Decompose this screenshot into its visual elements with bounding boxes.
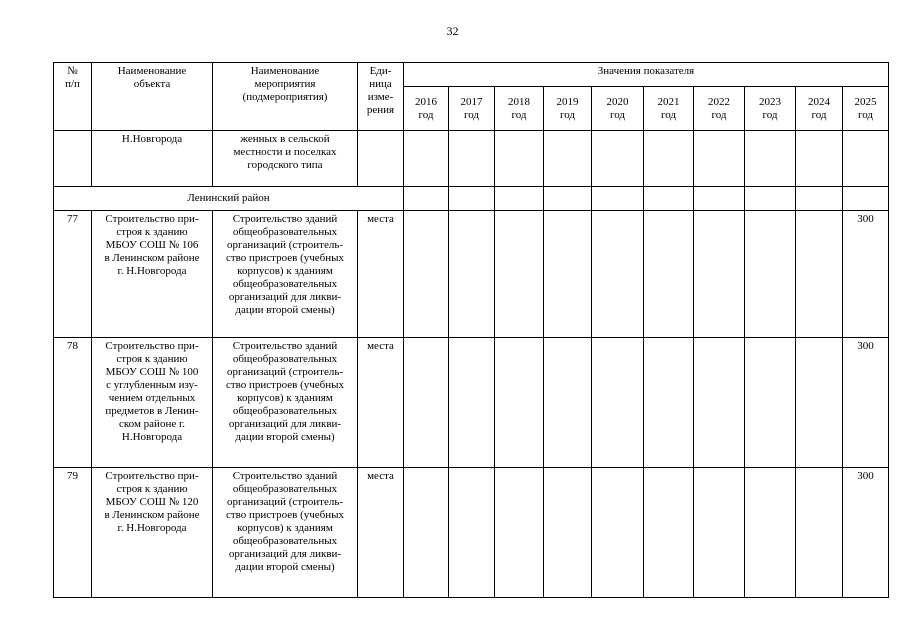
continuation-row <box>54 131 889 187</box>
col-header-event: Наименование мероприятия (подмероприятия) <box>213 63 358 131</box>
year-header: 2020 год <box>592 87 644 131</box>
row-unit: места <box>358 468 404 598</box>
col-header-object: Наименование объекта <box>92 63 213 131</box>
row-event: Строительство зданий общеобразовательных организаций (строитель- ство пристроев (учебных корпусов) к зданиям общеобразовательных организаций для ликви- дации второй смены) <box>213 338 358 468</box>
year-header: 2025 год <box>843 87 889 131</box>
table-row <box>54 211 889 338</box>
row-num: 77 <box>54 211 92 338</box>
year-header: 2021 год <box>644 87 694 131</box>
row-object: Строительство при- строя к зданию МБОУ СОШ № 120 в Ленинском районе г. Н.Новгорода <box>92 468 213 598</box>
row-event: Строительство зданий общеобразовательных организаций (строитель- ство пристроев (учебных корпусов) к зданиям общеобразовательных организаций для ликви- дации второй смены) <box>213 211 358 338</box>
row-num: 78 <box>54 338 92 468</box>
continuation-object: Н.Новгорода <box>92 131 213 187</box>
col-header-unit: Еди- ница изме- рения <box>358 63 404 131</box>
district-name: Ленинский район <box>54 187 404 211</box>
row-unit: места <box>358 211 404 338</box>
year-header: 2017 год <box>449 87 495 131</box>
row-event: Строительство зданий общеобразовательных организаций (строитель- ство пристроев (учебных корпусов) к зданиям общеобразовательных организаций для ликви- дации второй смены) <box>213 468 358 598</box>
year-header: 2022 год <box>694 87 745 131</box>
col-header-num: № п/п <box>54 63 92 131</box>
row-num: 79 <box>54 468 92 598</box>
row-value-2025: 300 <box>843 338 889 468</box>
continuation-event: женных в сельской местности и поселках городского типа <box>213 131 358 187</box>
row-value-2025: 300 <box>843 468 889 598</box>
year-header: 2019 год <box>544 87 592 131</box>
table-row <box>54 468 889 598</box>
header-row-1 <box>54 63 889 87</box>
year-header: 2018 год <box>495 87 544 131</box>
row-object: Строительство при- строя к зданию МБОУ СОШ № 100 с углубленным изу- чением отдельных предметов в Ленин- ском районе г. Н.Новгорода <box>92 338 213 468</box>
indicator-table <box>53 62 889 598</box>
year-header: 2024 год <box>796 87 843 131</box>
row-object: Строительство при- строя к зданию МБОУ СОШ № 106 в Ленинском районе г. Н.Новгорода <box>92 211 213 338</box>
row-unit: места <box>358 338 404 468</box>
year-header: 2023 год <box>745 87 796 131</box>
row-value-2025: 300 <box>843 211 889 338</box>
col-header-values: Значения показателя <box>404 63 889 87</box>
year-header: 2016 год <box>404 87 449 131</box>
district-row <box>54 187 889 211</box>
table-row <box>54 338 889 468</box>
page-number: 32 <box>446 24 459 38</box>
